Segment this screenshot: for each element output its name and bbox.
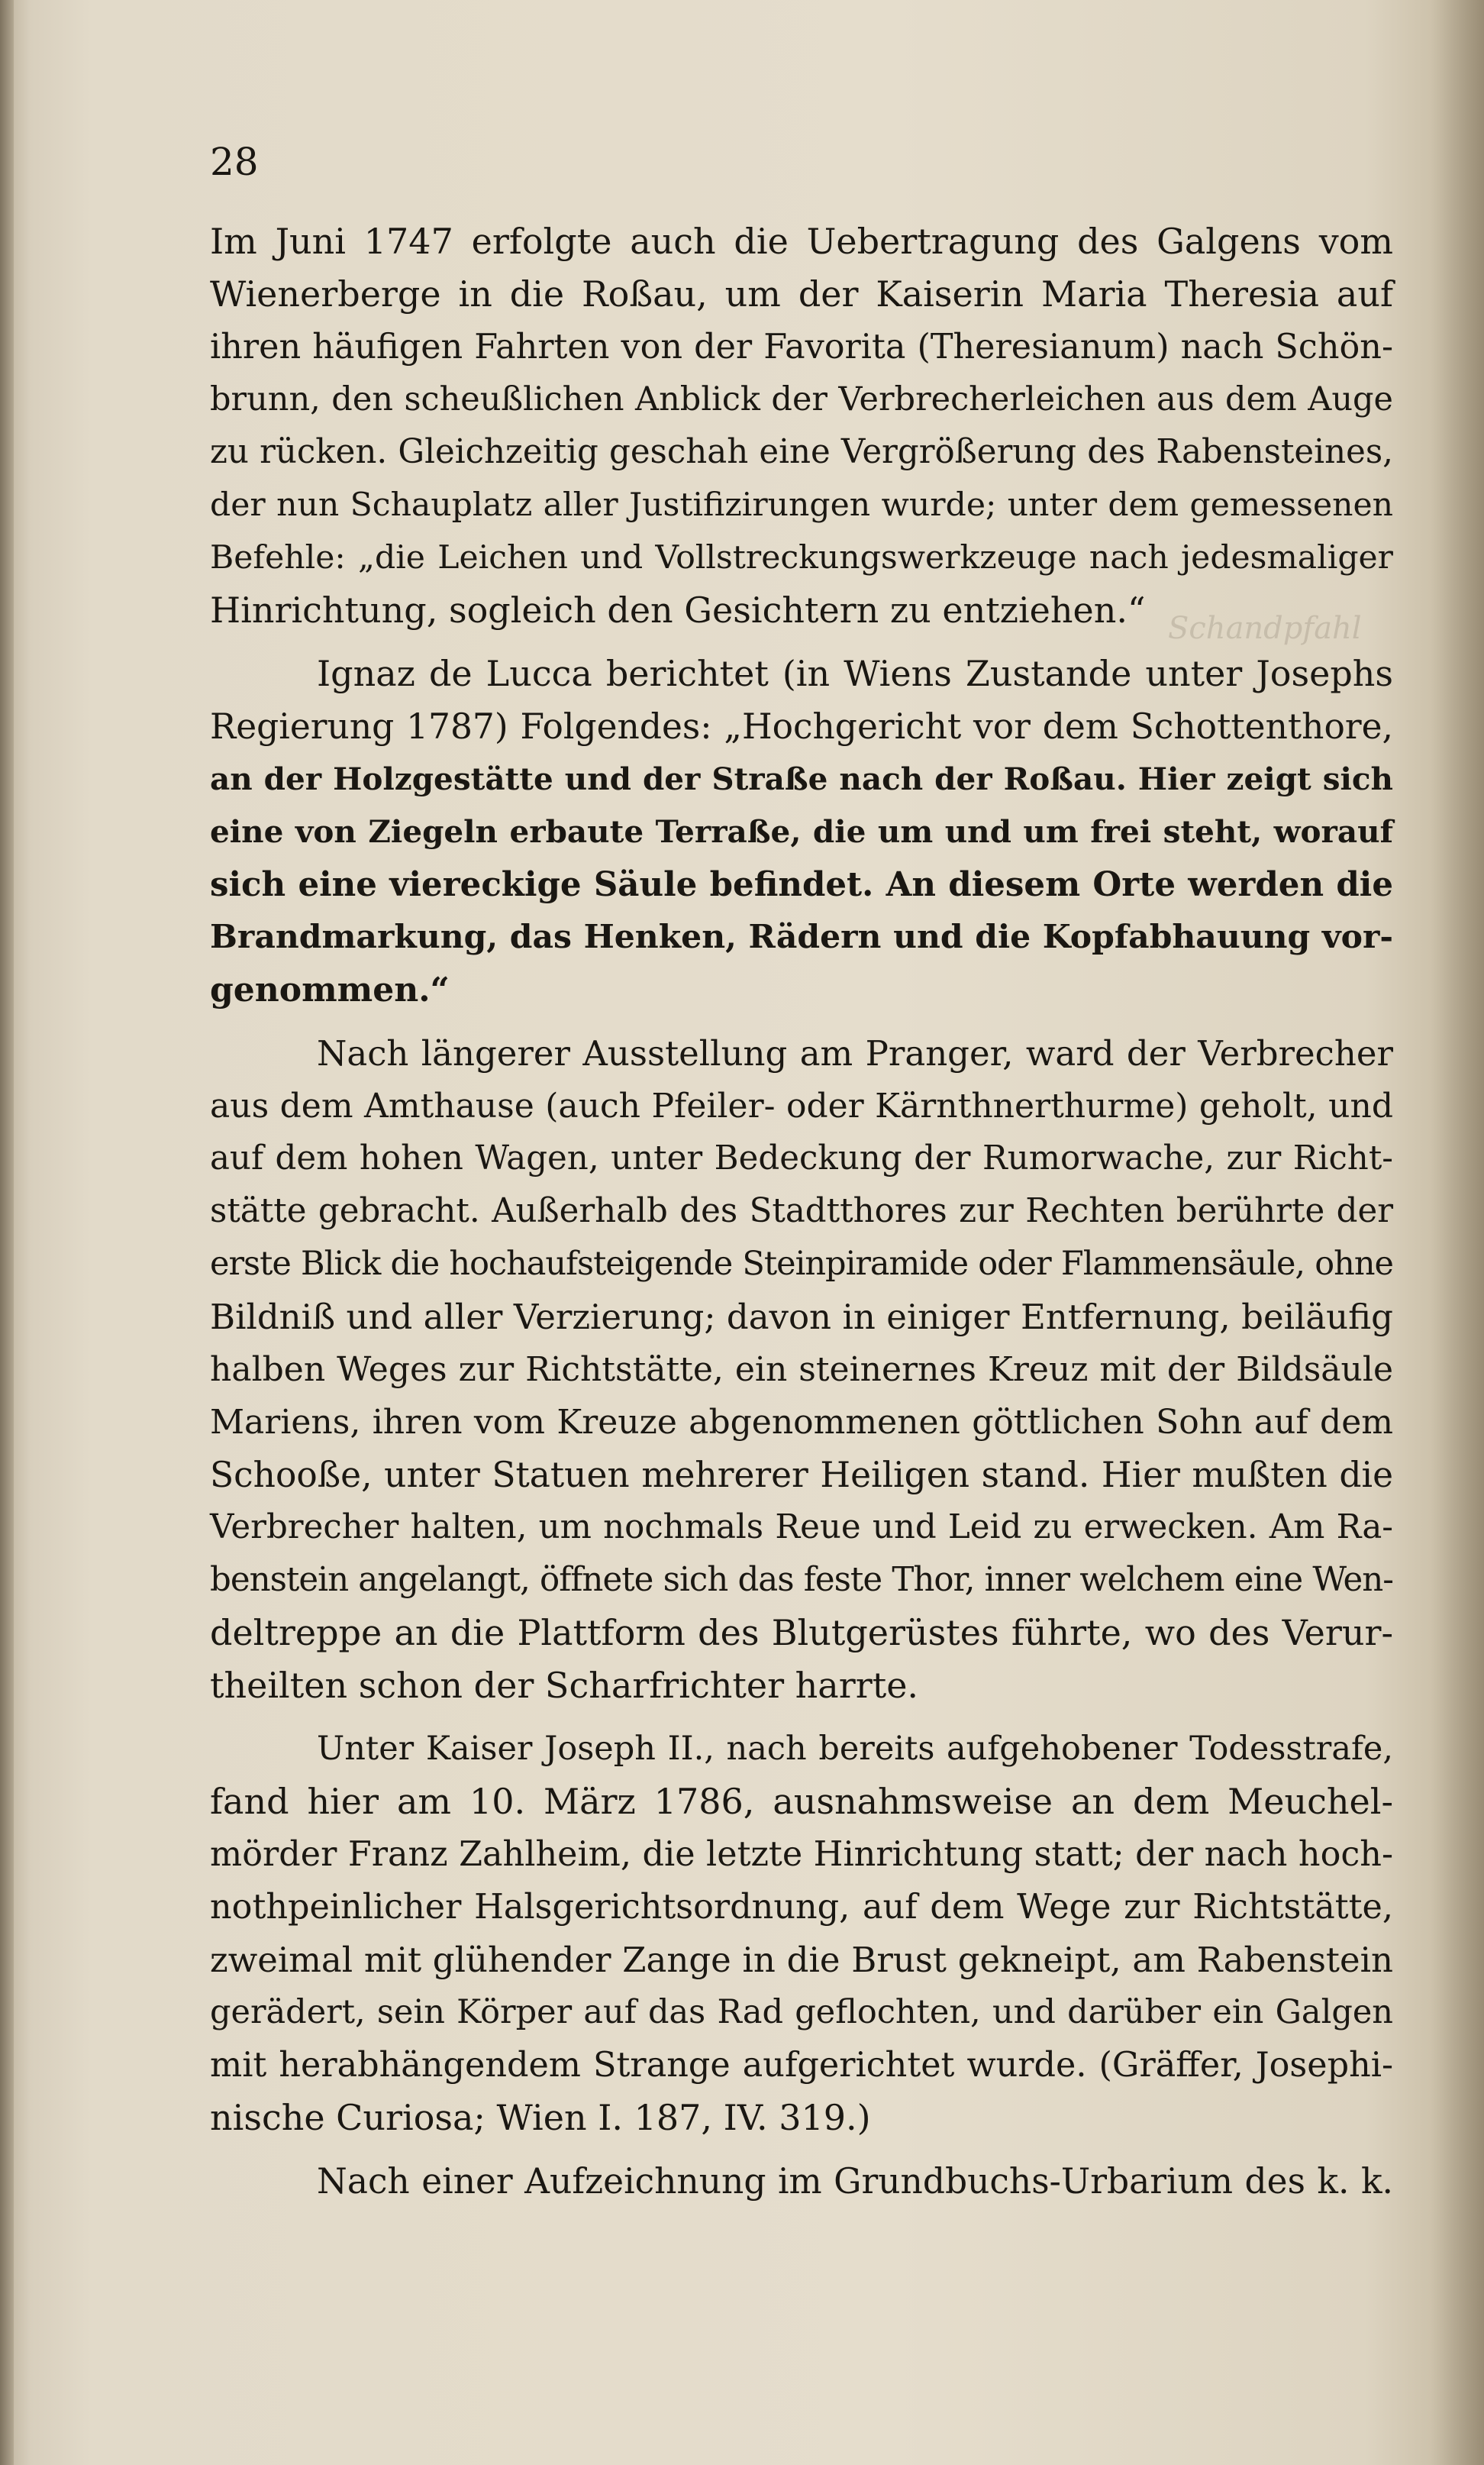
text-line: Nach einer Aufzeichnung im Grundbuchs-Urbarium des k. k.	[317, 2161, 1393, 2202]
text-line: ihren häufigen Fahrten von der Favorita (Theresianum) nach Schön-	[210, 328, 1393, 367]
paragraph-pranger	[210, 1027, 1393, 1712]
text-line: brunn, den scheußlichen Anblick der Verbrecherleichen aus dem Auge	[210, 380, 1393, 418]
text-line: mit herabhängendem Strange aufgerichtet wurde. (Gräffer, Josephi-	[210, 2046, 1393, 2085]
page-edge-shadow	[1431, 0, 1484, 2465]
paragraph-urbarium	[210, 2155, 1393, 2208]
text-line: Mariens, ihren vom Kreuze abgenommenen göttlichen Sohn auf dem	[210, 1403, 1393, 1442]
text-line: Regierung 1787) Folgendes: „Hochgericht vor dem Schottenthore,	[210, 706, 1393, 747]
text-line: stätte gebracht. Außerhalb des Stadtthores zur Rechten berührte der	[210, 1192, 1393, 1230]
text-line: fand hier am 10. März 1786, ausnahmsweise an dem Meuchel-	[210, 1781, 1393, 1822]
text-line: theilten schon der Scharfrichter harrte.	[210, 1665, 919, 1706]
text-line: zu rücken. Gleichzeitig geschah eine Vergrößerung des Rabensteines,	[210, 433, 1393, 471]
body-text	[210, 215, 1393, 2208]
text-line: Unter Kaiser Joseph II., nach bereits aufgehobener Todesstrafe,	[317, 1730, 1393, 1768]
bleed-through-text: Schandpfahl	[1168, 611, 1362, 646]
text-line: der nun Schauplatz aller Justifizirungen wurde; unter dem gemessenen	[210, 486, 1393, 524]
quote-line: Brandmarkung, das Henken, Rädern und die Kopfabhauung vor-	[210, 918, 1393, 956]
text-line: aus dem Amthause (auch Pfeiler- oder Kärnthnerthurme) geholt, und	[210, 1087, 1393, 1126]
text-line: Im Juni 1747 erfolgte auch die Uebertragung des Galgens vom	[210, 221, 1393, 262]
text-line: Befehle: „die Leichen und Vollstreckungswerkzeuge nach jedesmaliger	[210, 539, 1393, 577]
text-line: erste Blick die hochaufsteigende Steinpiramide oder Flammensäule, ohne	[210, 1245, 1393, 1283]
text-line: Wienerberge in die Roßau, um der Kaiserin Maria Theresia auf	[210, 273, 1393, 315]
text-line: Ignaz de Lucca berichtet (in Wiens Zustande unter Josephs	[317, 653, 1393, 694]
text-line: Schooße, unter Statuen mehrerer Heiligen stand. Hier mußten die	[210, 1455, 1393, 1495]
text-line: Bildniß und aller Verzierung; davon in einiger Entfernung, beiläufig	[210, 1297, 1393, 1337]
text-line: nothpeinlicher Halsgerichtsordnung, auf dem Wege zur Richtstätte,	[210, 1888, 1393, 1927]
text-line: mörder Franz Zahlheim, die letzte Hinrichtung statt; der nach hoch-	[210, 1835, 1393, 1874]
text-line: nische Curiosa; Wien I. 187, IV. 319.)	[210, 2097, 871, 2138]
book-spine	[0, 0, 14, 2465]
text-line: deltreppe an die Plattform des Blutgerüstes führte, wo des Verur-	[210, 1612, 1393, 1653]
quote-line: genommen.“	[210, 971, 450, 1010]
text-line: auf dem hohen Wagen, unter Bedeckung der Rumorwache, zur Richt-	[210, 1139, 1393, 1178]
text-line: gerädert, sein Körper auf das Rad geflochten, und darüber ein Galgen	[210, 1993, 1393, 2031]
text-line: Nach längerer Ausstellung am Pranger, ward der Verbrecher	[317, 1033, 1393, 1074]
paragraph-joseph	[210, 1723, 1393, 2144]
paragraph-lucca	[210, 648, 1393, 1016]
page-number: 28	[210, 140, 259, 184]
text-line: Verbrecher halten, um nochmals Reue und Leid zu erwecken. Am Ra-	[210, 1508, 1393, 1546]
text-line: benstein angelangt, öffnete sich das feste Thor, inner welchem eine Wen-	[210, 1561, 1393, 1599]
text-line: zweimal mit glühender Zange in die Brust gekneipt, am Rabenstein	[210, 1940, 1393, 1980]
quote-line: eine von Ziegeln erbaute Terraße, die um und um frei steht, worauf	[210, 813, 1393, 850]
quote-line: an der Holzgestätte und der Straße nach der Roßau. Hier zeigt sich	[210, 761, 1393, 797]
quote-line: sich eine viereckige Säule befindet. An diesem Orte werden die	[210, 865, 1393, 904]
paragraph-galgen	[210, 215, 1393, 637]
text-line: Hinrichtung, sogleich den Gesichtern zu entziehen.“	[210, 590, 1146, 631]
text-line: halben Weges zur Richtstätte, ein steinernes Kreuz mit der Bildsäule	[210, 1350, 1393, 1389]
